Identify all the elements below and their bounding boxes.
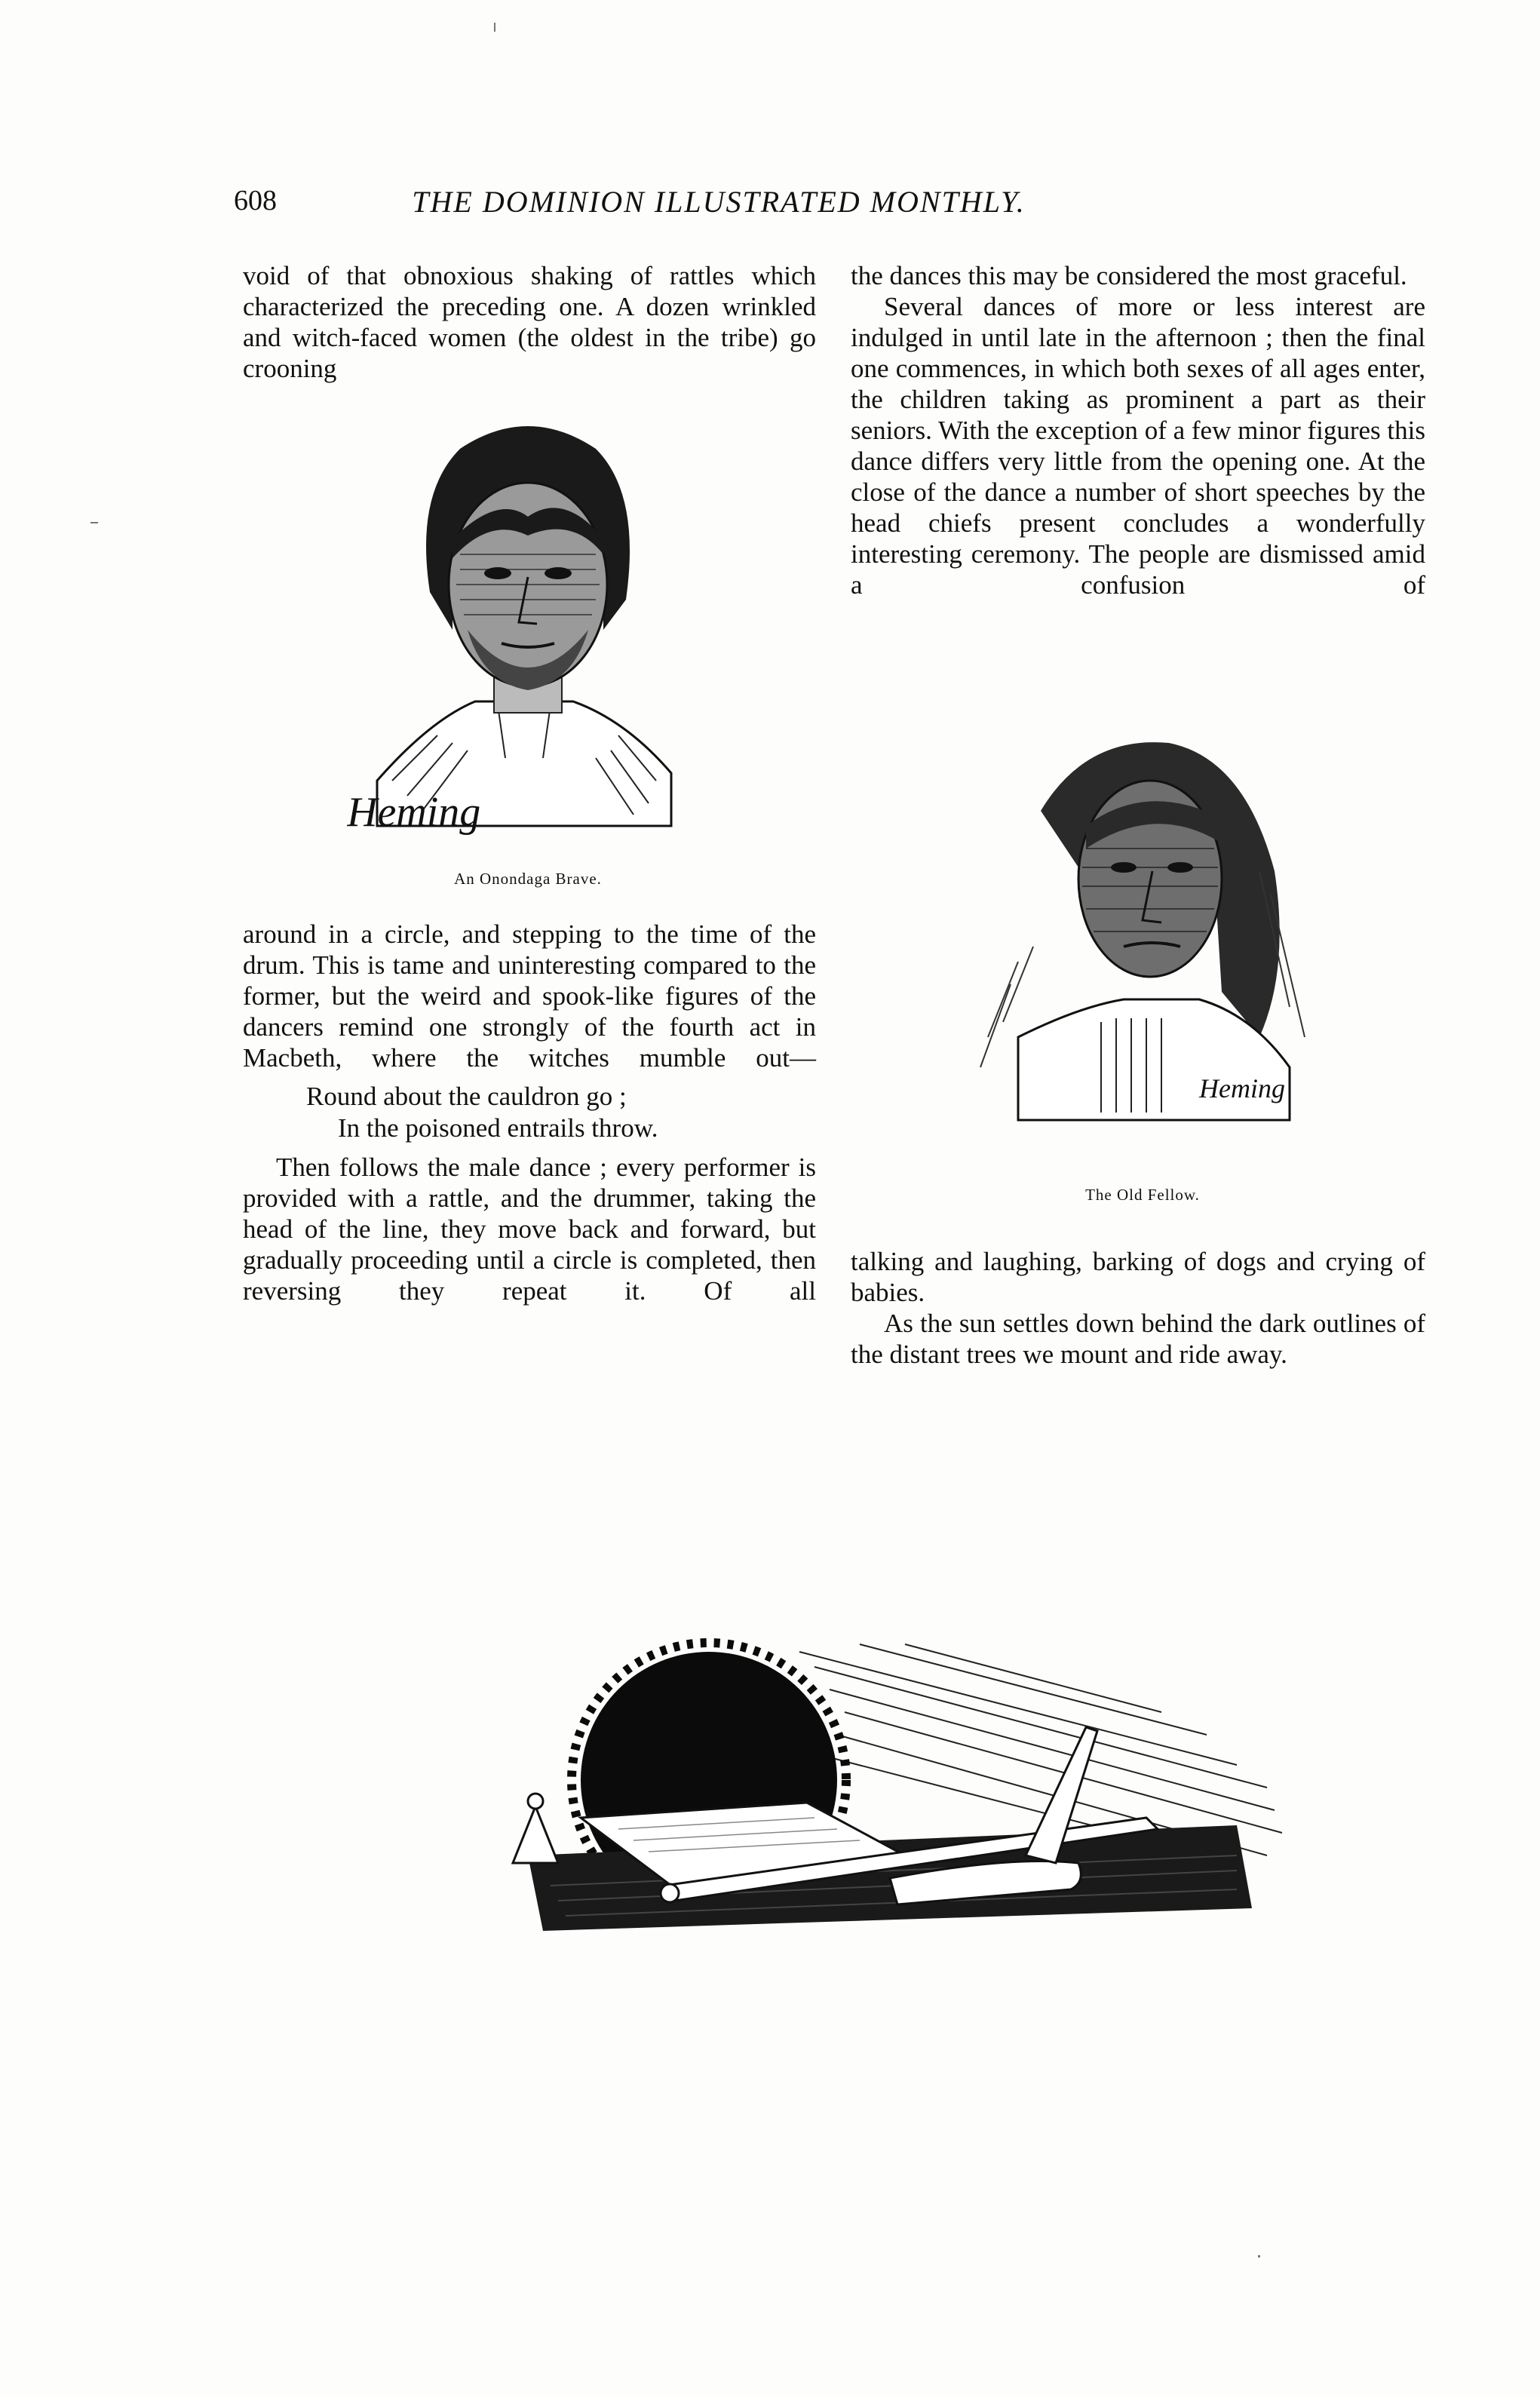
- left-column-bottom: [243, 919, 816, 1306]
- fig1-caption: An Onondaga Brave.: [454, 870, 602, 888]
- left-paragraph-2: around in a circle, and stepping to the time of the drum. This is tame and uninteresting compared to the former, but the weird and spook-like figures of the dancers remind one strongly of the fourth act in Macbeth, where the witches mumble out—: [243, 919, 816, 1073]
- verse: [243, 1081, 816, 1144]
- left-paragraph-1: void of that obnoxious shaking of rattles which characterized the preceding one. A dozen wrinkled and witch-faced women (the oldest in the tribe) go crooning: [243, 261, 816, 383]
- tailpiece-still-life: [483, 1637, 1297, 1984]
- scan-speck: [494, 23, 495, 32]
- verse-line-2: In the poisoned entrails throw.: [338, 1113, 658, 1143]
- page-number: 608: [234, 185, 277, 216]
- right-paragraph-3: talking and laughing, barking of dogs and crying of babies.: [851, 1247, 1425, 1307]
- fig2-caption: The Old Fellow.: [1085, 1186, 1200, 1204]
- old-fellow-portrait: [973, 720, 1312, 1150]
- left-column-top: [243, 260, 816, 384]
- verse-line-1: Round about the cauldron go ;: [306, 1082, 627, 1111]
- onondaga-brave-portrait: [347, 404, 709, 849]
- right-column-bottom: [851, 1246, 1425, 1370]
- scan-speck: [1258, 2255, 1260, 2257]
- right-paragraph-4: As the sun settles down behind the dark outlines of the distant trees we mount and ride away.: [851, 1309, 1425, 1369]
- right-paragraph-2: Several dances of more or less interest are indulged in until late in the afternoon ; then the final one commences, in which both sexes of all ages enter, the children taking as prominent a part as their seniors. With the exception of a few minor figures this dance differs very little from the opening one. At the close of the dance a number of short speeches by the head chiefs present concludes a wonderfully interesting ceremony. The people are dismissed amid a confusion of: [851, 292, 1425, 600]
- right-column-top: [851, 260, 1425, 600]
- running-title: THE DOMINION ILLUSTRATED MONTHLY.: [412, 185, 1026, 219]
- fig2-signature: Heming: [1199, 1073, 1285, 1103]
- left-paragraph-3: Then follows the male dance ; every performer is provided with a rattle, and the drummer, taking the head of the line, they move back and forward, but gradually proceeding until a circle is completed, then reversing they repeat it. Of all: [243, 1152, 816, 1306]
- scan-speck: [90, 522, 98, 523]
- fig1-signature: Heming: [347, 789, 481, 836]
- page-header: [234, 184, 1204, 229]
- right-paragraph-1: the dances this may be considered the most graceful.: [851, 261, 1407, 290]
